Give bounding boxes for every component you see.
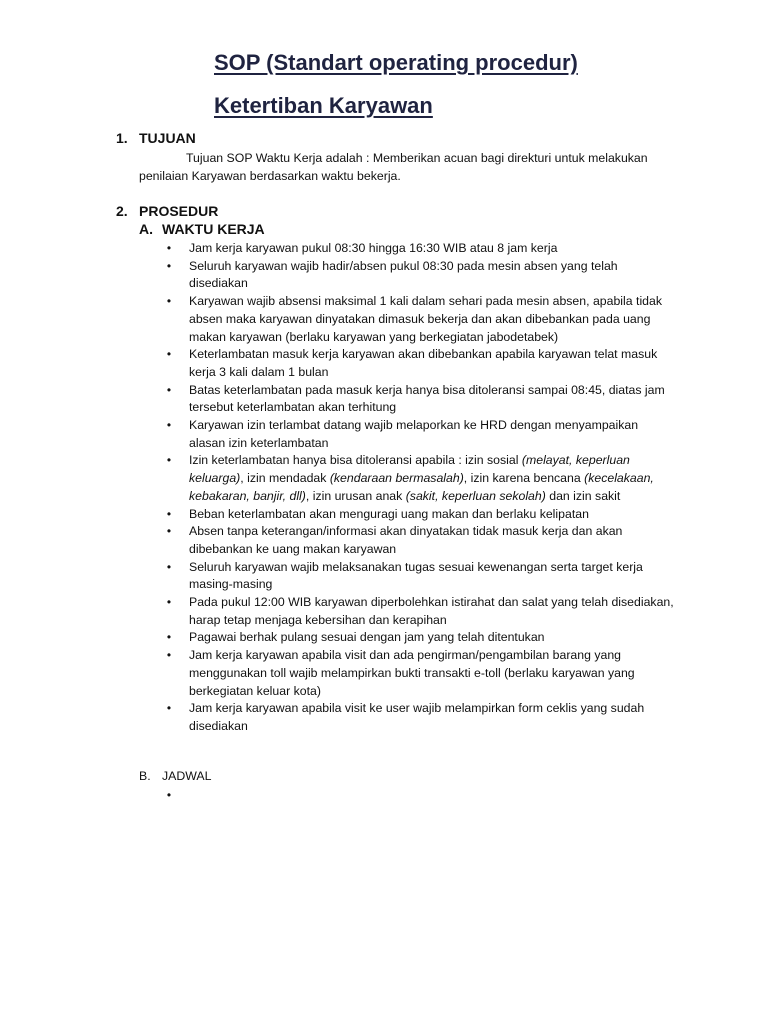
bullet-dot-icon: •: [166, 241, 172, 255]
bullet-dot-icon: •: [166, 648, 172, 663]
bullet-text: Karyawan wajib absensi maksimal 1 kali dalam sehari pada mesin absen, apabila tidak absen maka karyawan dinyatakan dimasuk bekerja dan akan dibebankan pada uang makan karyawan (berlaku karyawan yang berkegiatan jabodetabek): [189, 294, 662, 344]
bullet-text-italic: (melayat, keperluan keluarga): [189, 453, 630, 486]
tujuan-paragraph: [139, 150, 674, 185]
bullet-item: [163, 452, 675, 505]
bullet-item: [163, 417, 675, 452]
bullet-dot-icon: •: [166, 418, 172, 433]
section-prosedur-heading: [116, 203, 218, 219]
bullet-text-italic: (sakit, keperluan sekolah): [405, 488, 546, 503]
bullet-text: Pagawai berhak pulang sesuai dengan jam yang telah ditentukan: [189, 630, 545, 645]
document-title: SOP (Standart operating procedur): [214, 50, 578, 75]
waktu-kerja-bullet-list: [163, 240, 675, 736]
bullet-dot-icon: •: [166, 294, 172, 309]
bullet-dot-icon: •: [166, 559, 172, 574]
bullet-text: Seluruh karyawan wajib hadir/absen pukul 08:30 pada mesin absen yang telah disediakan: [189, 258, 618, 291]
bullet-text: Beban keterlambatan akan menguragi uang makan dan berlaku kelipatan: [189, 506, 589, 521]
bullet-item: [163, 559, 675, 594]
bullet-item: [163, 506, 675, 524]
bullet-text: Seluruh karyawan wajib melaksanakan tugas sesuai kewenangan serta target kerja masing-masing: [189, 559, 643, 592]
bullet-text: , izin mendadak: [240, 471, 330, 486]
bullet-item: [163, 700, 675, 735]
bullet-item: [163, 293, 675, 346]
bullet-text-italic: (kecelakaan, kebakaran, banjir, dll): [189, 471, 654, 503]
bullet-text: Keterlambatan masuk kerja karyawan akan dibebankan apabila karyawan telat masuk kerja 3 kali dalam 1 bulan: [189, 347, 658, 379]
bullet-text: , izin urusan anak: [305, 488, 406, 503]
bullet-text: Jam kerja karyawan apabila visit dan ada pengirman/pengambilan barang yang menggunakan toll wajib melampirkan bukti transakti e-toll (berlaku karyawan yang berkegiatan keluar kota): [189, 648, 635, 698]
bullet-item: [163, 346, 675, 381]
bullet-text-italic: (kendaraan bermasalah): [329, 471, 464, 486]
section-number: 1.: [116, 130, 128, 146]
tujuan-paragraph-text: Tujuan SOP Waktu Kerja adalah : Memberikan acuan bagi direkturi untuk melakukan penilaian Karyawan berdasarkan waktu bekerja.: [139, 151, 648, 183]
bullet-text: Izin keterlambatan hanya bisa ditoleransi apabila : izin sosial: [189, 453, 522, 468]
bullet-item: [163, 382, 675, 417]
bullet-text: Absen tanpa keterangan/informasi akan dinyatakan tidak masuk kerja dan akan dibebankan ke uang makan karyawan: [189, 524, 623, 556]
bullet-item: [163, 594, 675, 629]
bullet-dot-icon: •: [166, 630, 172, 645]
subsection-letter: A.: [139, 221, 153, 237]
section-heading-text: TUJUAN: [139, 130, 196, 146]
bullet-dot-icon: •: [166, 524, 172, 539]
bullet-text: Jam kerja karyawan apabila visit ke user wajib melampirkan form ceklis yang sudah disediakan: [189, 701, 645, 733]
subsection-heading-text: JADWAL: [162, 769, 212, 783]
bullet-text: Batas keterlambatan pada masuk kerja hanya bisa ditoleransi sampai 08:45, diatas jam tersebut keterlambatan akan terhitung: [189, 382, 665, 415]
bullet-text: Karyawan izin terlambat datang wajib melaporkan ke HRD dengan menyampaikan alasan izin keterlambatan: [189, 418, 639, 450]
section-tujuan-heading: [116, 130, 196, 146]
bullet-dot-icon: •: [166, 382, 172, 397]
bullet-text: dan izin sakit: [545, 488, 621, 503]
bullet-text: Jam kerja karyawan pukul 08:30 hingga 16:30 WIB atau 8 jam kerja: [189, 241, 558, 255]
subsection-heading-text: WAKTU KERJA: [162, 221, 265, 237]
bullet-dot-icon: •: [166, 453, 172, 468]
bullet-item: [163, 629, 675, 647]
section-number: 2.: [116, 203, 128, 219]
bullet-item: [163, 523, 675, 558]
subsection-letter: B.: [139, 769, 151, 783]
document-subtitle: Ketertiban Karyawan: [214, 93, 433, 118]
bullet-item: [163, 258, 675, 293]
bullet-item: [163, 647, 675, 700]
section-heading-text: PROSEDUR: [139, 203, 219, 219]
bullet-dot-icon: •: [166, 258, 172, 273]
bullet-dot-icon: •: [166, 788, 172, 802]
subsection-waktu-kerja-heading: [139, 221, 265, 237]
bullet-dot-icon: •: [166, 701, 172, 716]
subsection-jadwal-heading: [139, 769, 211, 783]
bullet-dot-icon: •: [166, 347, 172, 362]
bullet-item: [163, 240, 675, 258]
bullet-dot-icon: •: [166, 595, 172, 610]
bullet-text: , izin karena bencana: [463, 471, 585, 486]
bullet-dot-icon: •: [166, 506, 172, 521]
bullet-text: Pada pukul 12:00 WIB karyawan diperbolehkan istirahat dan salat yang telah disediakan, harap tetap menjaga kebersihan dan kerapihan: [189, 595, 674, 627]
